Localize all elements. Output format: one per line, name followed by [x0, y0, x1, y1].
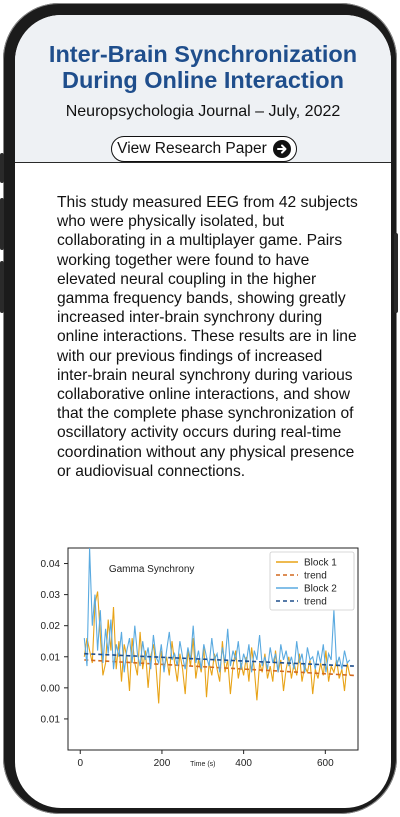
y-tick-label: 0.00	[40, 683, 60, 695]
view-research-paper-button[interactable]	[111, 136, 297, 162]
y-tick-label: 0.02	[40, 621, 60, 633]
y-tick-label: 0.01	[40, 714, 60, 726]
abstract-text: This study measured EEG from 42 subjects who were physically isolated, but collaborating in a multiplayer game. Pairs working together were found to have elevated neural coupling in the higher gamma frequency bands, showing greatly increased inter-brain synchrony during online interactions. These results are in line with our previous findings of increased inter-brain neural synchrony during various collaborative online interactions, and show that the complete phase synchronization of oscillatory activity occurs during real-time coordination without any physical presence or audiovisual connections.	[57, 194, 358, 480]
legend-label: trend	[304, 570, 327, 582]
page-title	[15, 41, 391, 93]
phone-side-button	[0, 153, 4, 183]
journal-subtitle: Neuropsychologia Journal – July, 2022	[65, 103, 341, 120]
x-tick-label: 0	[77, 758, 84, 769]
legend-label: trend	[304, 596, 327, 608]
y-tick-label: 0.04	[40, 559, 60, 571]
page-title-line-2: During Online Interaction	[61, 67, 344, 93]
x-axis-label: Time (s)	[190, 761, 216, 768]
view-research-paper-label: View Research Paper	[117, 140, 267, 157]
y-tick-label: 0.03	[40, 590, 60, 602]
chart-title: Gamma Synchrony	[108, 564, 195, 575]
legend-label: Block 2	[304, 583, 337, 595]
x-tick-label: 400	[235, 758, 252, 769]
gamma-synchrony-chart	[20, 540, 370, 775]
legend-label: Block 1	[304, 557, 337, 569]
x-tick-label: 600	[316, 758, 334, 769]
phone-side-button	[0, 198, 4, 250]
phone-side-button	[394, 233, 398, 313]
page-title-line-1: Inter-Brain Synchronization	[48, 41, 358, 67]
y-tick-label: 0.01	[40, 652, 60, 664]
arrow-right-circle-icon	[273, 140, 291, 158]
x-tick-label: 200	[153, 758, 171, 769]
phone-side-button	[0, 261, 4, 313]
